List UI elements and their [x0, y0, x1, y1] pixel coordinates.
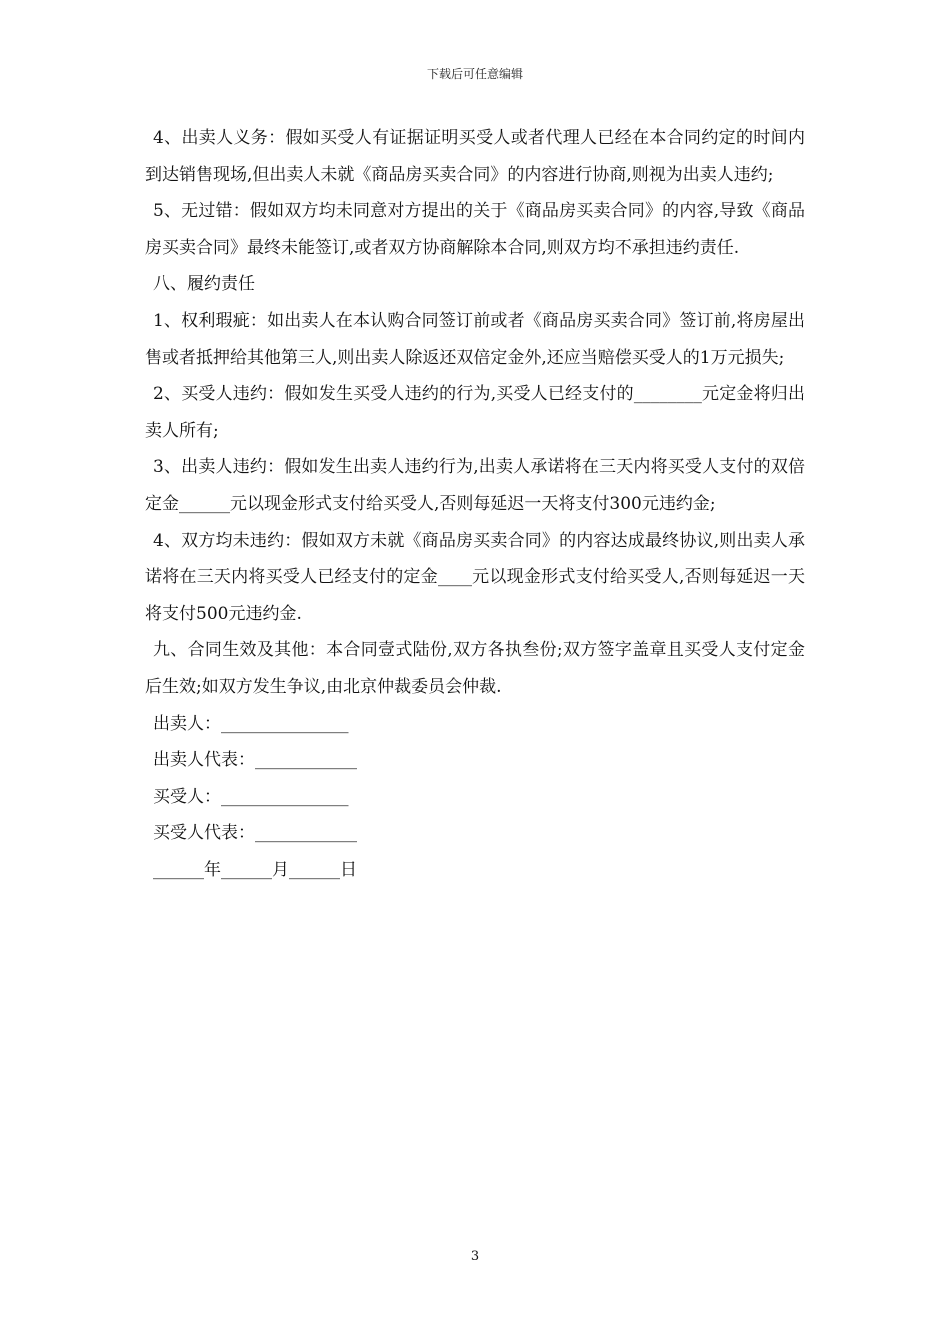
clause-title-defect: 1、权利瑕疵：如出卖人在本认购合同签订前或者《商品房买卖合同》签订前,将房屋出售或者抵押给其他第三人,则出卖人除返还双倍定金外,还应当赔偿买受人的1万元损失; [145, 310, 805, 368]
signature-date: ______年______月______日 [153, 859, 357, 880]
signature-seller: 出卖人：_______________ [153, 713, 349, 734]
signature-buyer: 买受人：_______________ [153, 786, 349, 807]
document-body [145, 120, 805, 888]
clause-seller-obligation: 4、出卖人义务：假如买受人有证据证明买受人或者代理人已经在本合同约定的时间内到达销售现场,但出卖人未就《商品房买卖合同》的内容进行协商,则视为出卖人违约; [145, 128, 805, 185]
page-header: 下载后可任意编辑 [426, 67, 523, 81]
signature-buyer-representative: 买受人代表：____________ [153, 823, 357, 844]
clause-buyer-breach: 2、买受人违约：假如发生买受人违约的行为,买受人已经支付的________元定金将归出卖人所有; [145, 384, 805, 441]
section-effectiveness: 九、合同生效及其他：本合同壹式陆份,双方各执叁份;双方签字盖章且买受人支付定金后生效;如双方发生争议,由北京仲裁委员会仲裁. [145, 640, 805, 697]
page-number: 3 [470, 1249, 480, 1264]
clause-no-fault: 5、无过错：假如双方均未同意对方提出的关于《商品房买卖合同》的内容,导致《商品房买卖合同》最终未能签订,或者双方协商解除本合同,则双方均不承担违约责任. [145, 201, 805, 258]
signature-seller-representative: 出卖人代表：____________ [153, 750, 357, 771]
clause-no-breach: 4、双方均未违约：假如双方未就《商品房买卖合同》的内容达成最终协议,则出卖人承诺将在三天内将买受人已经支付的定金____元以现金形式支付给买受人,否则每延迟一天将支付500元违约金. [145, 530, 805, 624]
section-heading-performance: 八、履约责任 [153, 274, 255, 295]
clause-seller-breach: 3、出卖人违约：假如发生出卖人违约行为,出卖人承诺将在三天内将买受人支付的双倍定金______元以现金形式支付给买受人,否则每延迟一天将支付300元违约金; [145, 457, 805, 514]
